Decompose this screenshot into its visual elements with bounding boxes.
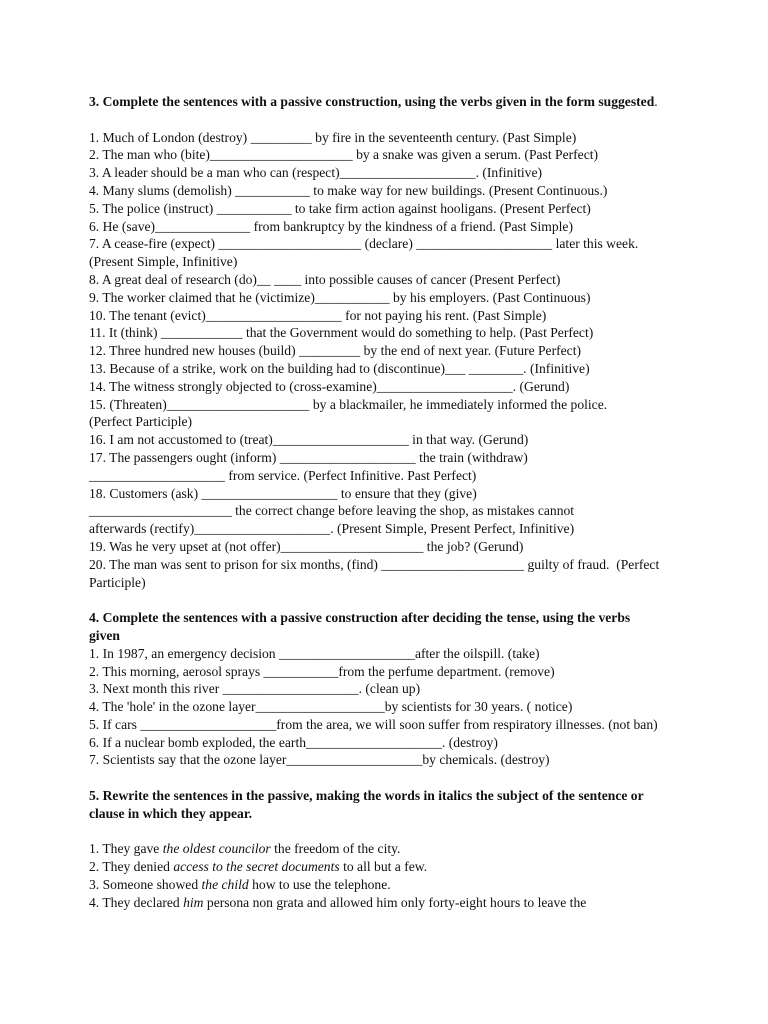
section-3-exercise-line: 2. The man who (bite)_____________________ by a snake was given a serum. (Past Perfect) [89, 147, 599, 163]
section-3-exercise-line: 4. Many slums (demolish) ___________ to make way for new buildings. (Present Continuous.) [89, 182, 608, 198]
section-3-exercise-line: 8. A great deal of research (do)__ ____ into possible causes of cancer (Present Perfect) [89, 271, 561, 287]
sentence-text: the freedom of the city. [270, 841, 401, 857]
section-4-exercise-line: 5. If cars ____________________from the area, we will soon suffer from respiratory illnesses. (not ban) [89, 716, 658, 732]
section-4-exercise-line: 6. If a nuclear bomb exploded, the earth____________________. (destroy) [89, 734, 498, 750]
sentence-text: 4. They declared [89, 894, 184, 910]
section-3-exercise-line: 16. I am not accustomed to (treat)____________________ in that way. (Gerund) [89, 432, 529, 448]
section-3-exercise-line: 1. Much of London (destroy) _________ by fire in the seventeenth century. (Past Simple) [89, 129, 577, 145]
section-3-heading-text: 3. Complete the sentences with a passive construction, using the verbs given in the form suggested [89, 94, 655, 109]
section-3-exercise-line: (Perfect Participle) [89, 414, 193, 430]
spacer [89, 591, 729, 609]
section-3-exercise-line: 10. The tenant (evict)____________________ for not paying his rent. (Past Simple) [89, 307, 547, 323]
section-3-exercise-line: 3. A leader should be a man who can (respect)____________________. (Infinitive) [89, 165, 543, 181]
sentence-text: 3. Someone showed [89, 877, 202, 893]
section-3-exercise-line: 9. The worker claimed that he (victimize)___________ by his employers. (Past Continuous) [89, 289, 591, 305]
sentence-text: 1. They gave [89, 841, 163, 857]
section-4-heading-line-2: given [89, 627, 120, 643]
sentence-text: to all but a few. [339, 859, 428, 875]
italic-phrase: the child [201, 877, 249, 893]
section-3-exercise-line: 5. The police (instruct) ___________ to take firm action against hooligans. (Present Perfect) [89, 200, 591, 216]
section-3-exercise-line: 7. A cease-fire (expect) _____________________ (declare) ____________________ later this week. [89, 236, 639, 252]
section-4-exercise-line: 3. Next month this river ____________________. (clean up) [89, 681, 421, 697]
section-5-exercise-line [89, 894, 729, 912]
italic-phrase: him [183, 894, 204, 910]
sentence-text: 2. They denied [89, 859, 174, 875]
section-3-exercise-line: 15. (Threaten)_____________________ by a blackmailer, he immediately informed the police. [89, 396, 608, 412]
sentence-text: persona non grata and allowed him only forty-eight hours to leave the [203, 894, 587, 910]
section-5-heading-line-2: clause in which they appear. [89, 805, 253, 821]
section-3-exercise-line: 18. Customers (ask) ____________________ to ensure that they (give) [89, 485, 477, 501]
section-5-exercises [89, 840, 729, 911]
section-4-exercise-line: 2. This morning, aerosol sprays ___________from the perfume department. (remove) [89, 663, 555, 679]
section-4-exercise-line: 4. The 'hole' in the ozone layer___________________by scientists for 30 years. ( notice) [89, 699, 573, 715]
section-5-exercise-line [89, 840, 729, 858]
spacer [89, 111, 729, 129]
italic-phrase: access to the secret documents [173, 859, 340, 875]
section-4-heading-line-1: 4. Complete the sentences with a passive construction after deciding the tense, using the verbs [89, 610, 631, 626]
section-3-exercise-line: afterwards (rectify)____________________. (Present Simple, Present Perfect, Infinitive) [89, 521, 575, 537]
section-3-exercise-line: 19. Was he very upset at (not offer)_____________________ the job? (Gerund) [89, 538, 524, 554]
section-4-exercise-line: 1. In 1987, an emergency decision ____________________after the oilspill. (take) [89, 645, 540, 661]
section-4-exercise-line: 7. Scientists say that the ozone layer____________________by chemicals. (destroy) [89, 752, 550, 768]
worksheet-content [89, 93, 729, 912]
section-5-exercise-line [89, 858, 729, 876]
section-5-exercise-line [89, 876, 729, 894]
section-5-heading-line-1: 5. Rewrite the sentences in the passive, making the words in italics the subject of the sentence or [89, 788, 644, 804]
section-3-heading-period: . [654, 94, 658, 109]
sentence-text: how to use the telephone. [248, 877, 391, 893]
section-3-exercise-line: 13. Because of a strike, work on the building had to (discontinue)___ ________. (Infinitive) [89, 360, 590, 376]
section-3-exercise-line: 6. He (save)______________ from bankruptcy by the kindness of a friend. (Past Simple) [89, 218, 573, 234]
section-3-exercise-line: 11. It (think) ____________ that the Government would do something to help. (Past Perfect) [89, 325, 594, 341]
spacer [89, 769, 729, 787]
italic-phrase: the oldest councilor [162, 841, 271, 857]
section-4-exercises [89, 645, 729, 770]
section-3-exercise-line: 14. The witness strongly objected to (cross-examine)____________________. (Gerund) [89, 378, 570, 394]
section-3-exercise-line: 12. Three hundred new houses (build) _________ by the end of next year. (Future Perfect) [89, 343, 582, 359]
section-3-exercise-line: Participle) [89, 574, 146, 590]
section-3-exercise-line: 17. The passengers ought (inform) ____________________ the train (withdraw) [89, 449, 528, 465]
section-3-heading [89, 93, 729, 111]
section-3-exercises [89, 129, 729, 592]
section-3-exercise-line: (Present Simple, Infinitive) [89, 254, 238, 270]
section-3-exercise-line: 20. The man was sent to prison for six months, (find) _____________________ guilty of fraud. (Perfect [89, 556, 660, 572]
section-3-exercise-line: ____________________ from service. (Perfect Infinitive. Past Perfect) [89, 467, 477, 483]
section-3-exercise-line: _____________________ the correct change before leaving the shop, as mistakes cannot [89, 503, 575, 519]
spacer [89, 823, 729, 841]
